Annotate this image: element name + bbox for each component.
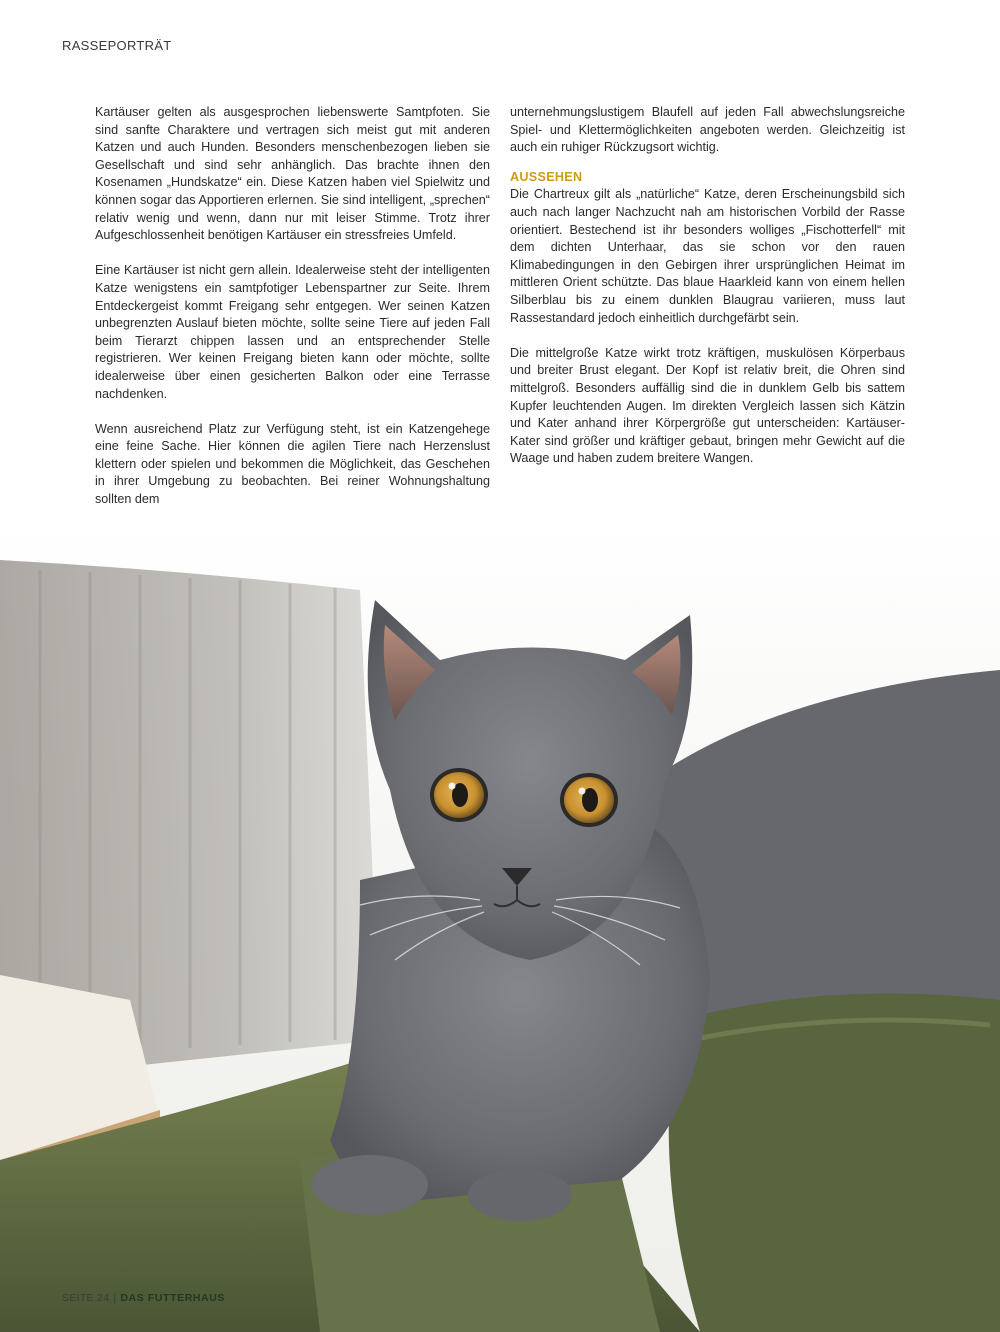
- section-kicker: RASSEPORTRÄT: [62, 38, 172, 53]
- cat-eye-left: [430, 768, 488, 822]
- cushion-right: [669, 993, 1000, 1332]
- cat-photo: [0, 520, 1000, 1332]
- paragraph: Wenn ausreichend Platz zur Verfügung steht, ist ein Katzengehege eine feine Sache. Hier können die agilen Tiere nach Herzenslust klettern oder spielen und bekommen die Möglichkeit, das Geschehen in ihrer Umgebung zu beobachten. Bei reiner Wohnungshaltung sollten dem: [95, 421, 490, 507]
- article-column-left: [95, 104, 490, 526]
- footer-separator: |: [113, 1292, 117, 1304]
- paragraph: Die mittelgroße Katze wirkt trotz kräftigen, muskulösen Körperbaus und breiter Brust elegant. Der Kopf ist relativ breit, die Ohren sind mittelgroß. Besonders auffällig sind die in dunklem Gelb bis sattem Kupfer leuchtenden Augen. Im direkten Vergleich lassen sich Kätzin und Kater anhand ihrer Körpergröße gut unterscheiden: Kartäuser-Kater sind größer und kräftiger gebaut, bringen mehr Gewicht auf die Waage und haben zudem breitere Wangen.: [510, 345, 905, 466]
- paragraph: Eine Kartäuser ist nicht gern allein. Idealerweise steht der intelligenten Katze wenigstens ein samtpfotiger Lebenspartner zur Seite. Ihrem Entdeckergeist kommt Freigang sehr entgegen. Wer seinen Katzen unbegrenzten Auslauf bieten möchte, sollte seine Tiere auf jeden Fall beim Tierarzt chippen lassen und an entsprechender Stelle registrieren. Wer keinen Freigang bieten kann oder möchte, sollte idealerweise über einen gesicherten Balkon oder eine Terrasse nachdenken.: [95, 263, 490, 401]
- brand-name: DAS FUTTERHAUS: [120, 1292, 226, 1304]
- section-heading: AUSSEHEN: [510, 169, 583, 184]
- page-footer: [62, 1292, 225, 1304]
- page-number: SEITE 24: [62, 1292, 110, 1304]
- paragraph: unternehmungslustigem Blaufell auf jeden Fall abwechslungsreiche Spiel- und Klettermöglichkeiten angeboten werden. Gleichzeitig ist auch ein ruhiger Rückzugsort wichtig.: [510, 105, 905, 155]
- cat-illustration: [0, 520, 1000, 1332]
- article-column-right: [510, 104, 905, 485]
- cat-eye-right: [560, 773, 618, 827]
- cat-paw-left: [312, 1155, 428, 1215]
- cat-paw-right: [468, 1169, 572, 1221]
- paragraph: Die Chartreux gilt als „natürliche“ Katze, deren Erscheinungsbild sich auch nach langer Nachzucht nah am historischen Vorbild der Rasse orientiert. Bestechend ist ihr besonders wolliges „Fischotterfell“ mit dem dichten Unterhaar, das sie schon vor den rauen Klimabedingungen in den Gebirgen ihrer ursprünglichen Heimat im mittleren Orient schützte. Das blaue Haarkleid kann von einem hellen Silberblau bis zu einem dunklen Blaugrau variieren, muss laut Rassestandard jedoch einheitlich durchgefärbt sein.: [510, 187, 905, 325]
- paragraph: Kartäuser gelten als ausgesprochen liebenswerte Samtpfoten. Sie sind sanfte Charaktere und vertragen sich meist gut mit anderen Katzen und auch Hunden. Besonders menschenbezogen lieben sie Gesellschaft und sind sehr anhänglich. Das brachte ihnen den Kosenamen „Hundskatze“ ein. Diese Katzen haben viel Spielwitz und können sogar das Apportieren erlernen. Sie sind intelligent, „sprechen“ relativ wenig und wenn, dann nur mit leiser Stimme. Trotz ihrer Aufgeschlossenheit benötigen Kartäuser ein stressfreies Umfeld.: [95, 105, 490, 243]
